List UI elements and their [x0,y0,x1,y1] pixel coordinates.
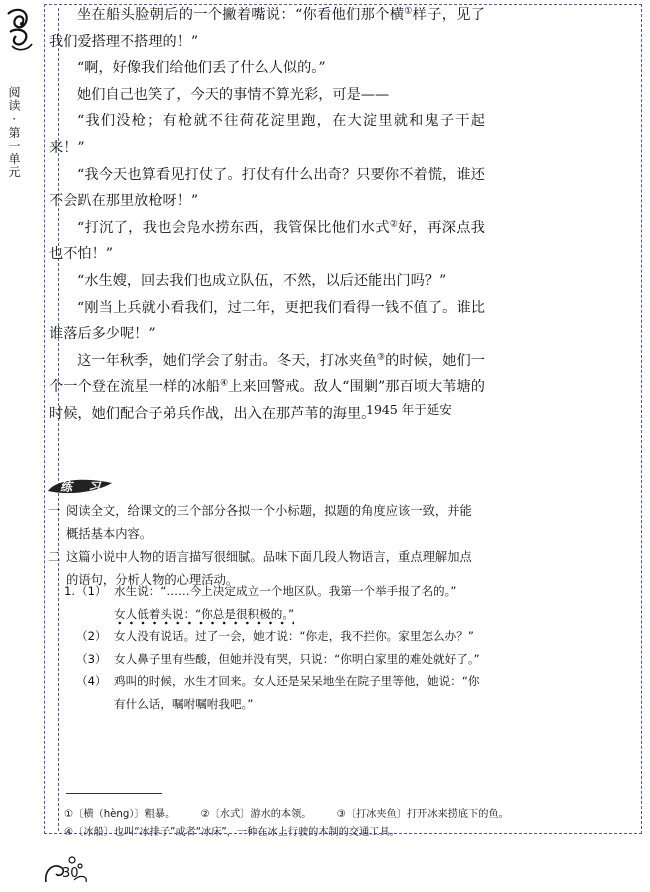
paragraph: “我今天也算看见打仗了。打仗有什么出奇？只要你不着慌，谁还不会趴在那里放枪呀！” [49,166,485,210]
paragraph: 这一年秋季，她们学会了射击。冬天，打冰夹鱼③的时候，她们一个一个登在流星一样的冰船④上来回警戒。敌人“围剿”那百顷大苇塘的时候，她们配合子弟兵作战，出入在那芦苇的海里。 [49,351,485,422]
exercise-list [44,500,484,592]
page-number: 30 [62,866,79,881]
exercise-text: 这篇小说中人物的语言描写很细腻。品味下面几段人物语言，重点理解加点的语句，分析人物的心理活动。 [66,550,472,587]
sub-question [64,648,484,671]
sub-question-number: （1） [76,584,107,598]
exercise-item [44,500,484,546]
paragraph: 她们自己也笑了，今天的事情不算光彩，可是—— [77,86,390,103]
exercise-number: 二 [48,550,61,564]
paragraph: “刚当上兵就小看我们，过二年，更把我们看得一钱不值了。谁比谁落后多少呢！” [49,299,485,343]
exercise-title: 练 习 [60,480,107,494]
story-body [49,2,485,428]
date-line: 1945 年于延安 [366,402,452,417]
footnote-item: ③〔打冰夹鱼〕打开冰来捞底下的鱼。 [336,809,509,820]
footnote-marker: ② [389,219,399,230]
question-number: 1. [64,584,76,598]
sub-question [64,580,484,625]
footnote-marker: ① [404,6,413,17]
sub-question-line: 鸡叫的时候，水生才回来。女人还是呆呆地坐在院子里等他，她说：“你有什么话，嘱咐嘱咐我吧。” [114,674,480,711]
sub-question [64,670,484,715]
exercise-text: 阅读全文，给课文的三个部分各拟一个小标题，拟题的角度应该一致，并能概括基本内容。 [66,504,472,541]
footnote-marker: ④ [220,378,229,389]
footnote-item: ①〔横（hèng）〕粗暴。 [64,809,176,820]
exercise-number: 一 [48,504,61,518]
sub-question-line: 水生说：“……今上决定成立一个地区队。我第一个举手报了名的。” [114,584,457,598]
sub-question-number: （4） [76,674,107,689]
paragraph: “水生嫂，回去我们也成立队伍，不然，以后还能出门吗？” [77,272,447,289]
sub-question [64,625,484,648]
footnote-divider [66,793,162,794]
paragraph: “啊，好像我们给他们丢了什么人似的。” [77,60,326,77]
sub-question-line: 女人低着头说：“你总是很积极的。” [114,607,294,625]
flourish-ornament-icon [2,6,40,58]
footnote-marker: ③ [376,351,386,362]
sub-question-number: （3） [76,651,107,666]
paragraph: “打沉了，我也会凫水捞东西，我管保比他们水式②好，再深点我也不怕！” [49,219,485,263]
paragraph: 坐在船头脸朝后的一个撇着嘴说：“你看他们那个横①样子，见了我们爱搭理不搭理的！” [49,6,485,50]
footnote-item: ④〔冰船〕也叫“冰排子”或者“冰床”，一种在冰上行驶的木制的交通工具。 [64,827,400,838]
sub-question-line: 女人鼻子里有些酸，但她并没有哭，只说：“你明白家里的难处就好了。” [114,651,480,666]
footnote-item: ②〔水式〕游水的本领。 [200,809,312,820]
unit-sidebar-label: 阅读 · 第一单元 [7,86,21,179]
footnotes [64,806,644,842]
sub-question-number: （2） [76,629,107,644]
sub-question-list [64,580,484,716]
paragraph: “我们没枪；有枪就不往荷花淀里跑，在大淀里就和鬼子干起来！” [49,113,485,156]
sub-question-line: 女人没有说话。过了一会，她才说：“你走，我不拦你。家里怎么办？” [114,629,474,644]
